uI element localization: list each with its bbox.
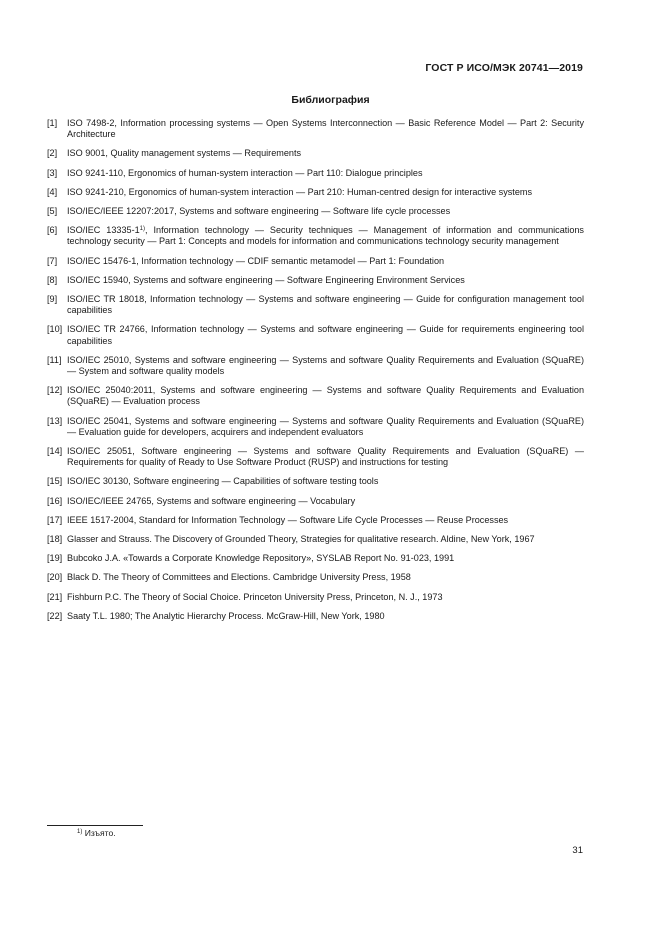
entry-text-body: IEEE 1517-2004, Standard for Information Technology — Software Life Cycle Processes — Reuse Processes bbox=[67, 514, 509, 525]
entry-text bbox=[67, 572, 584, 583]
entry-number: [22] bbox=[47, 610, 63, 621]
bibliography-entry bbox=[47, 476, 584, 487]
entry-text bbox=[67, 515, 584, 526]
bibliography-entry bbox=[47, 592, 584, 603]
entry-text bbox=[67, 611, 584, 622]
entry-number: [16] bbox=[47, 495, 63, 506]
entry-text bbox=[67, 534, 584, 545]
entry-text bbox=[67, 206, 584, 217]
entry-text bbox=[67, 496, 584, 507]
entry-text-body: , Information technology — Security techniques — Management of information and communications technology security — Part 1: Concepts and models for information and communications technology security management bbox=[67, 225, 584, 247]
entry-text-body: ISO 7498-2, Information processing systems — Open Systems Interconnection — Basic Reference Model — Part 2: Security Architecture bbox=[67, 118, 584, 140]
entry-text bbox=[67, 476, 584, 487]
entry-number: [19] bbox=[47, 553, 63, 564]
bibliography-entry bbox=[47, 256, 584, 267]
entry-text-body: ISO/IEC 25041, Systems and software engineering — Systems and software Quality Requirements and Evaluation (SQuaRE) — Evaluation guide for developers, acquirers and independent evaluators bbox=[67, 415, 584, 437]
bibliography-entry bbox=[47, 416, 584, 438]
bibliography-list bbox=[47, 118, 584, 622]
page-number: 31 bbox=[572, 845, 583, 856]
entry-text bbox=[67, 324, 584, 346]
entry-text-body: ISO 9241-110, Ergonomics of human-system interaction — Part 110: Dialogue principles bbox=[67, 167, 423, 178]
entry-text-body: Black D. The Theory of Committees and Elections. Cambridge University Press, 1958 bbox=[67, 572, 411, 583]
bibliography-title: Библиография bbox=[291, 94, 370, 106]
entry-number: [8] bbox=[47, 274, 58, 285]
entry-number: [12] bbox=[47, 385, 63, 396]
entry-number: [2] bbox=[47, 148, 58, 159]
entry-text-body: Bubcoko J.A. «Towards a Corporate Knowledge Repository», SYSLAB Report No. 91-023, 1991 bbox=[67, 553, 455, 564]
entry-text-body: ISO/IEC TR 24766, Information technology — Systems and software engineering — Guide for requirements engineering tool capabilities bbox=[67, 324, 584, 346]
entry-text-body: ISO/IEC 25040:2011, Systems and software engineering — Systems and software Quality Requirements and Evaluation (SQuaRE) — Evaluation process bbox=[67, 385, 584, 407]
footnote-mark: 1) bbox=[77, 829, 83, 835]
entry-number: [10] bbox=[47, 324, 63, 335]
bibliography-entry bbox=[47, 168, 584, 179]
entry-text bbox=[67, 148, 584, 159]
bibliography-entry bbox=[47, 496, 584, 507]
bibliography-entry bbox=[47, 225, 584, 247]
entry-text-body: ISO/IEC 25051, Software engineering — Systems and software Quality Requirements and Evaluation (SQuaRE) — Requirements for quality of Ready to Use Software Product (RUSP) and instructions for testing bbox=[67, 446, 584, 468]
entry-number: [5] bbox=[47, 206, 58, 217]
entry-number: [3] bbox=[47, 167, 58, 178]
entry-text bbox=[67, 187, 584, 198]
entry-text bbox=[67, 118, 584, 140]
entry-text-body: ISO 9241-210, Ergonomics of human-system interaction — Part 210: Human-centred design for interactive systems bbox=[67, 186, 533, 197]
bibliography-entry bbox=[47, 611, 584, 622]
entry-number: [17] bbox=[47, 514, 63, 525]
entry-text-body: ISO/IEC 30130, Software engineering — Capabilities of software testing tools bbox=[67, 476, 379, 487]
entry-text bbox=[67, 553, 584, 564]
entry-text bbox=[67, 225, 584, 247]
entry-text-body: ISO/IEC 15940, Systems and software engineering — Software Engineering Environment Services bbox=[67, 274, 465, 285]
bibliography-entry bbox=[47, 294, 584, 316]
entry-text-body: ISO/IEC/IEEE 12207:2017, Systems and software engineering — Software life cycle processes bbox=[67, 206, 451, 217]
bibliography-entry bbox=[47, 206, 584, 217]
entry-number: [4] bbox=[47, 186, 58, 197]
entry-number: [13] bbox=[47, 415, 63, 426]
bibliography-entry bbox=[47, 148, 584, 159]
entry-number: [9] bbox=[47, 294, 58, 305]
bibliography-entry bbox=[47, 355, 584, 377]
entry-text bbox=[67, 385, 584, 407]
bibliography-entry bbox=[47, 515, 584, 526]
entry-number: [1] bbox=[47, 118, 58, 128]
footnote-reference: 1) bbox=[139, 226, 146, 233]
entry-text-body: Fishburn P.C. The Theory of Social Choice. Princeton University Press, Princeton, N. J., 1973 bbox=[67, 591, 443, 602]
entry-text bbox=[67, 168, 584, 179]
entry-number: [6] bbox=[47, 225, 58, 236]
entry-number: [15] bbox=[47, 476, 63, 487]
entry-number: [14] bbox=[47, 446, 63, 457]
entry-number: [11] bbox=[47, 354, 62, 365]
bibliography-entry bbox=[47, 275, 584, 286]
bibliography-entry bbox=[47, 385, 584, 407]
footnote bbox=[77, 828, 116, 838]
entry-text-body: Saaty T.L. 1980; The Analytic Hierarchy Process. McGraw-Hill, New York, 1980 bbox=[67, 610, 385, 621]
bibliography-entry bbox=[47, 553, 584, 564]
entry-number: [20] bbox=[47, 572, 63, 583]
footnote-separator bbox=[47, 825, 143, 826]
entry-text-body: ISO/IEC TR 18018, Information technology — Systems and software engineering — Guide for configuration management tool capabilities bbox=[67, 294, 584, 316]
entry-text bbox=[67, 294, 584, 316]
footnote-text: Изъято. bbox=[84, 828, 116, 838]
entry-number: [18] bbox=[47, 534, 63, 545]
entry-text-body: Glasser and Strauss. The Discovery of Grounded Theory, Strategies for qualitative research. Aldine, New York, 1967 bbox=[67, 534, 535, 545]
entry-text bbox=[67, 416, 584, 438]
entry-text-body: ISO/IEC 15476-1, Information technology — CDIF semantic metamodel — Part 1: Foundation bbox=[67, 255, 445, 266]
entry-text bbox=[67, 446, 584, 468]
bibliography-entry bbox=[47, 446, 584, 468]
bibliography-entry bbox=[47, 187, 584, 198]
entry-number: [21] bbox=[47, 591, 63, 602]
entry-number: [7] bbox=[47, 255, 58, 266]
entry-text bbox=[67, 355, 584, 377]
bibliography-entry bbox=[47, 534, 584, 545]
bibliography-entry bbox=[47, 324, 584, 346]
entry-text-body: ISO/IEC 25010, Systems and software engineering — Systems and software Quality Requirements and Evaluation (SQuaRE) — System and software quality models bbox=[67, 354, 584, 377]
entry-text bbox=[67, 256, 584, 267]
entry-text-body: ISO/IEC/IEEE 24765, Systems and software engineering — Vocabulary bbox=[67, 495, 356, 506]
entry-text-lead: ISO/IEC 13335-1 bbox=[67, 225, 140, 236]
entry-text-body: ISO 9001, Quality management systems — Requirements bbox=[67, 148, 302, 159]
entry-text bbox=[67, 592, 584, 603]
entry-text bbox=[67, 275, 584, 286]
bibliography-entry bbox=[47, 118, 584, 140]
document-header-standard: ГОСТ Р ИСО/МЭК 20741—2019 bbox=[425, 62, 583, 74]
bibliography-entry bbox=[47, 572, 584, 583]
